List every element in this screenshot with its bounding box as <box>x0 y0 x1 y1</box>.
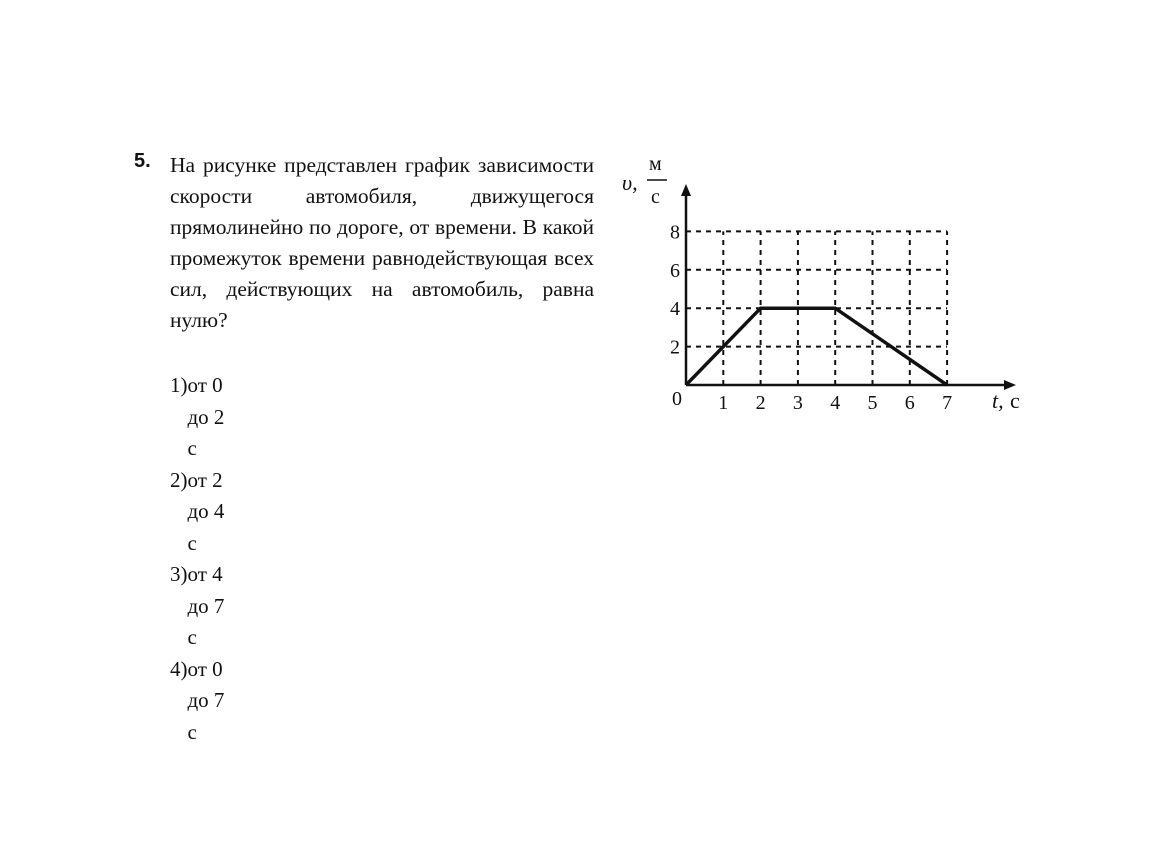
origin-label: 0 <box>672 388 682 410</box>
x-tick-label: 5 <box>867 392 878 414</box>
y-tick-label: 2 <box>670 336 680 359</box>
y-axis-unit-denominator: с <box>651 186 660 208</box>
task-number: 5. <box>134 150 151 172</box>
y-axis-arrow <box>681 184 691 196</box>
answer-text: от 2 до 4 с <box>187 467 225 555</box>
answer-text: от 0 до 2 с <box>187 373 225 460</box>
answer-text: от 0 до 7 с <box>187 656 225 744</box>
y-axis-label-var: υ, <box>622 170 638 195</box>
x-tick-label: 4 <box>830 392 841 414</box>
y-axis-unit-numerator: м <box>649 153 662 175</box>
y-tick-label: 6 <box>670 259 680 282</box>
x-tick-label: 6 <box>904 392 915 414</box>
x-tick-label: 7 <box>942 392 953 414</box>
answer-text: от 4 до 7 с <box>187 562 225 649</box>
question-text: На рисунке представлен график зависимости скорости автомобиля, движущегося прямолинейно по дороге, от времени. В какой промежуток времени равнодействующая всех сил, действующих на автомобиль, равна нулю? <box>170 153 594 332</box>
x-axis-label-var: t, <box>992 388 1004 413</box>
x-tick-label: 1 <box>718 392 729 414</box>
x-tick-label: 2 <box>755 392 766 414</box>
y-tick-label: 4 <box>670 298 680 321</box>
chart-axes <box>681 184 1016 390</box>
answer-number: 4) <box>170 656 188 681</box>
answer-number: 1) <box>170 373 188 397</box>
x-axis-label-unit: с <box>1010 388 1020 413</box>
y-tick-label: 8 <box>670 221 680 244</box>
x-tick-label: 3 <box>792 392 803 414</box>
answer-number: 3) <box>170 562 188 586</box>
answer-number: 2) <box>170 467 188 492</box>
